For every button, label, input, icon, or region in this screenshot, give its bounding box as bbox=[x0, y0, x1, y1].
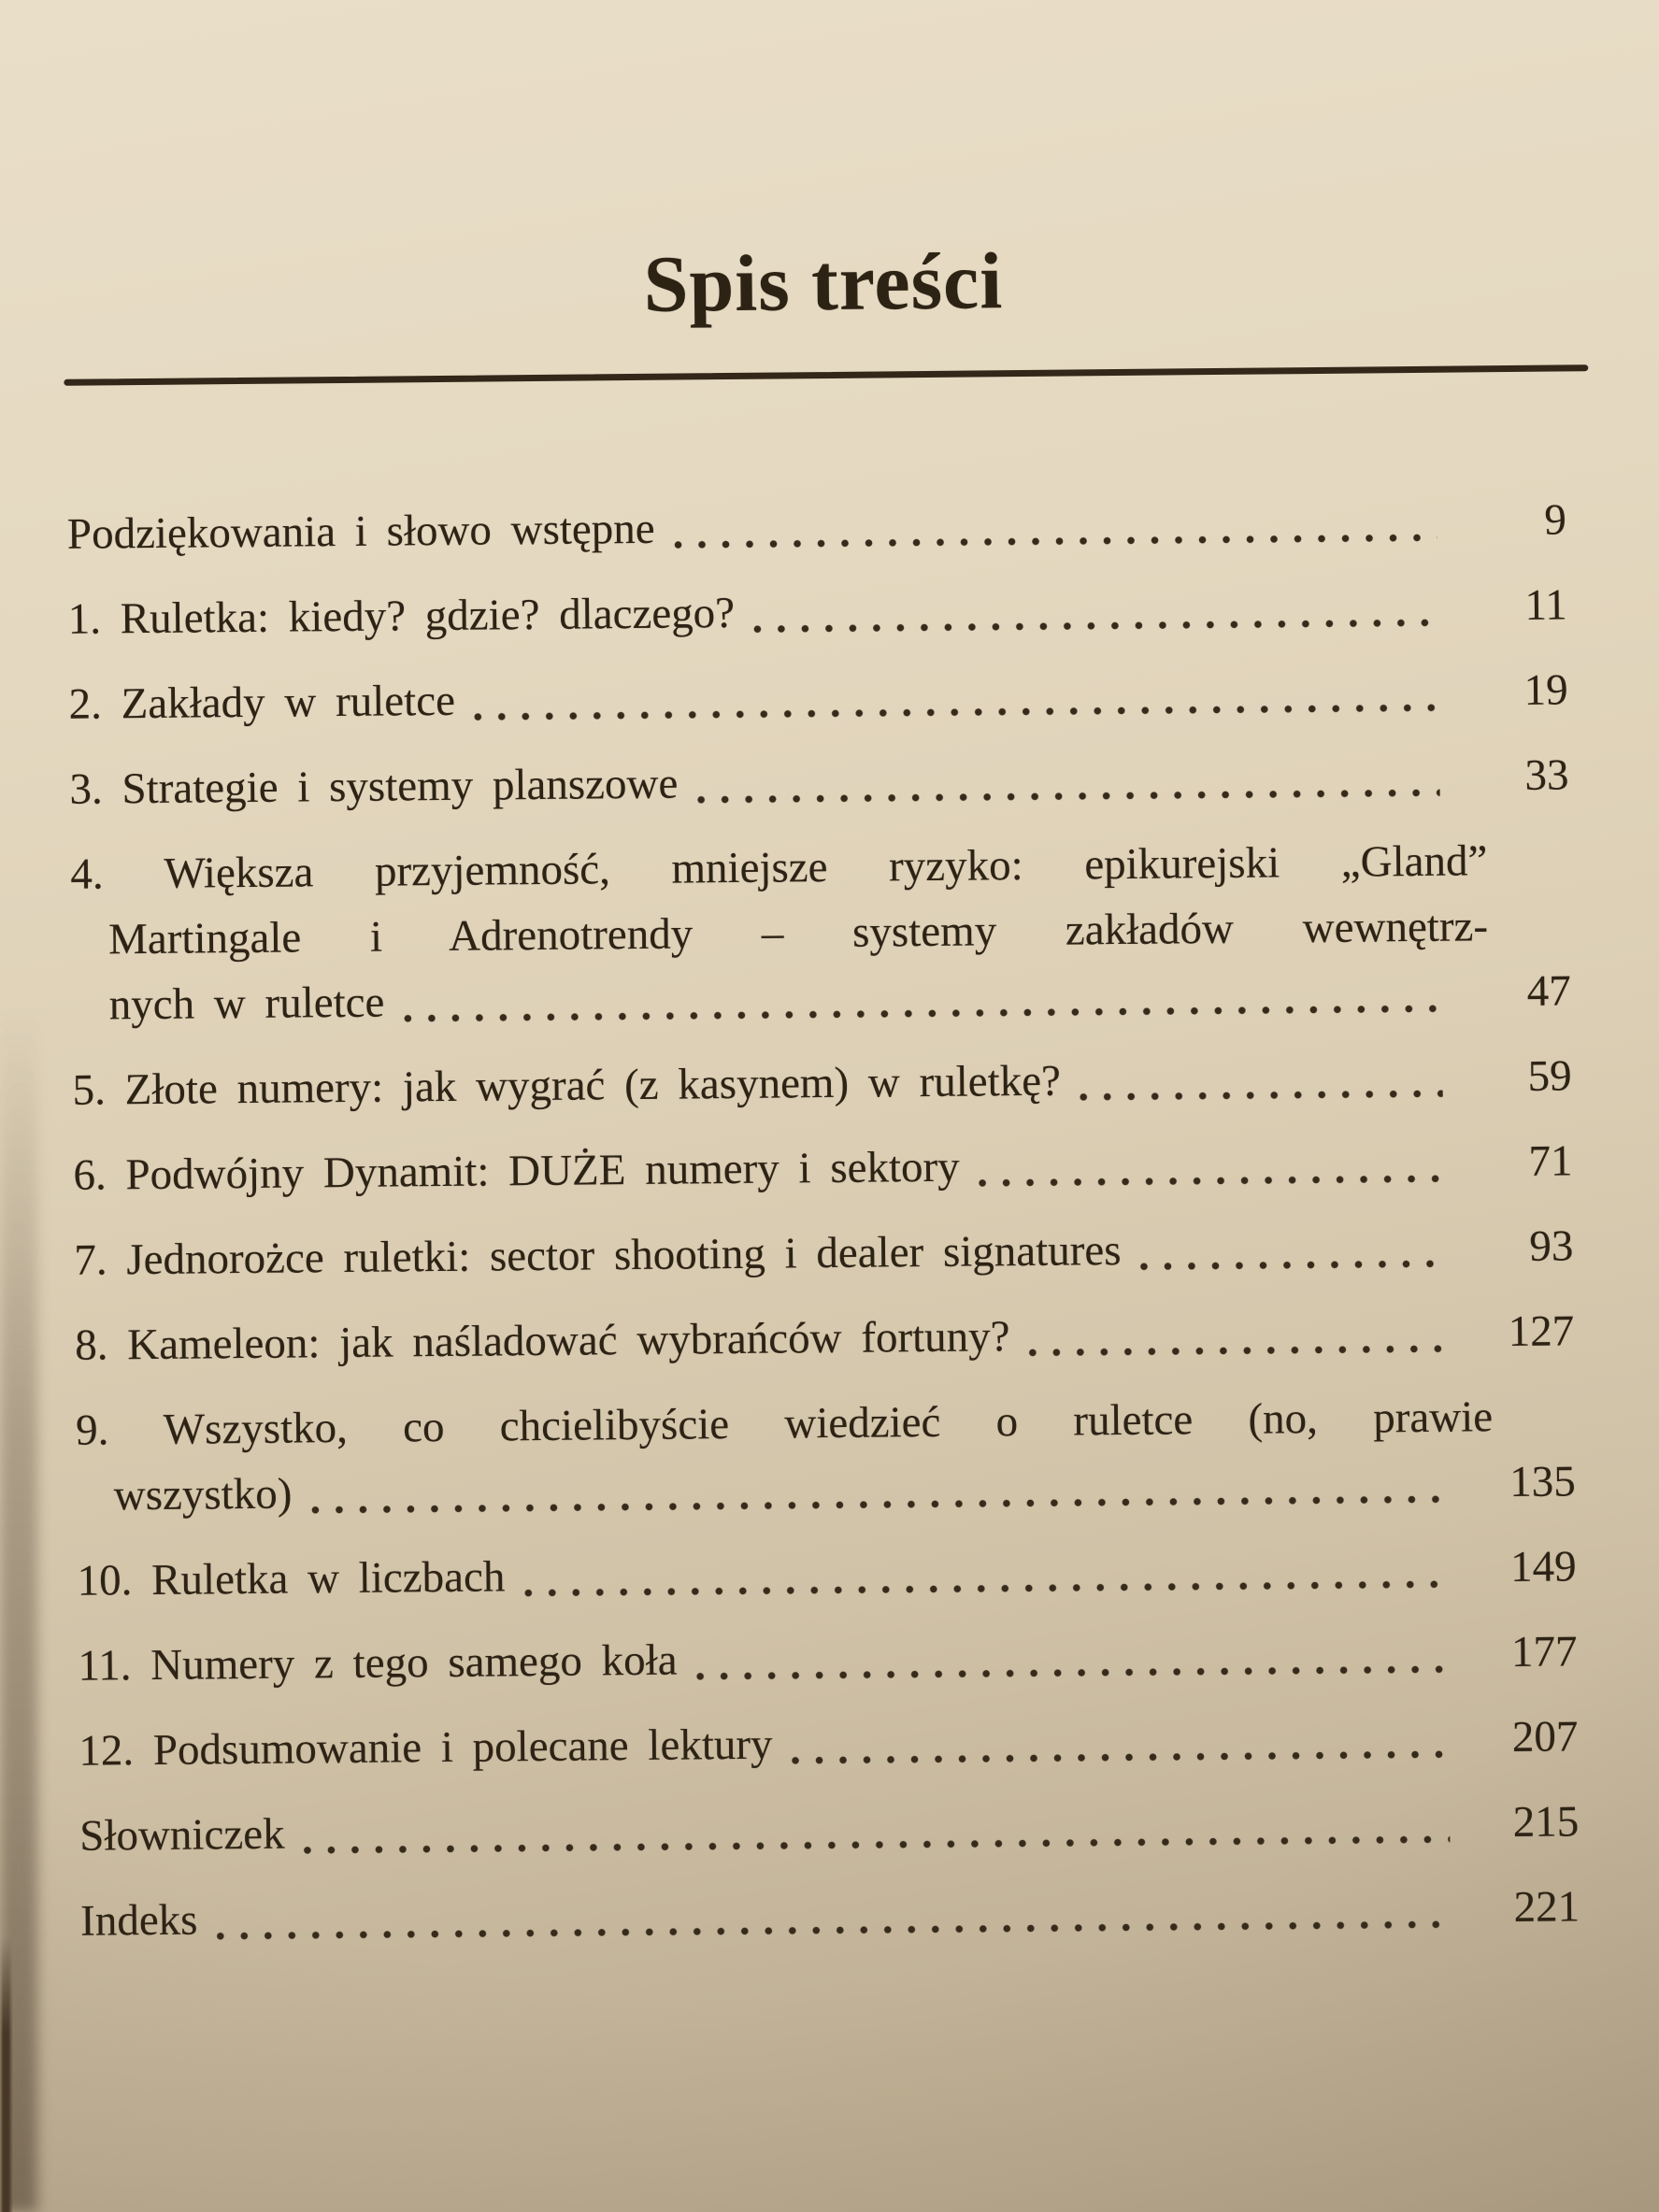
toc-entry-lastline bbox=[68, 657, 1568, 736]
toc-entry-text: 10. Ruletka w liczbach bbox=[77, 1552, 506, 1605]
toc-entry-lastline bbox=[69, 742, 1569, 821]
toc-entry bbox=[70, 827, 1571, 1037]
toc-entry-text: 11. Numery z tego samego koła bbox=[78, 1635, 678, 1691]
toc-entry bbox=[75, 1298, 1575, 1377]
toc-entry-lastline bbox=[67, 572, 1567, 651]
title-divider bbox=[64, 364, 1588, 386]
toc-entry bbox=[79, 1789, 1580, 1868]
toc-entry-lastline bbox=[79, 1704, 1579, 1783]
toc-entry-text: Podziękowania i słowo wstępne bbox=[66, 504, 655, 559]
toc-entry-text: 7. Jednorożce ruletki: sector shooting i dealer signatures bbox=[74, 1225, 1122, 1285]
toc-entry bbox=[73, 1128, 1573, 1207]
toc-entry bbox=[74, 1213, 1574, 1292]
toc-entry bbox=[78, 1619, 1578, 1698]
toc-entry bbox=[69, 742, 1569, 821]
toc-entry-text: 2. Zakłady w ruletce bbox=[68, 676, 456, 729]
page-number: 11 bbox=[1524, 580, 1567, 630]
page-number: 9 bbox=[1544, 495, 1567, 545]
toc-entry-lastline bbox=[78, 1619, 1578, 1698]
toc-entry bbox=[80, 1874, 1580, 1953]
toc-entry-line: 9. Wszystko, co chcielibyście wiedzieć o ruletce (no, prawie bbox=[75, 1392, 1494, 1455]
page-number: 59 bbox=[1527, 1051, 1572, 1101]
toc-entry-lastline bbox=[71, 958, 1571, 1037]
page-number: 71 bbox=[1528, 1136, 1573, 1186]
toc-entry-text: wszystko) bbox=[113, 1469, 293, 1520]
dot-leader bbox=[217, 1920, 1452, 1941]
page-number: 33 bbox=[1524, 750, 1569, 800]
toc-entry-lastline bbox=[67, 487, 1567, 566]
dot-leader bbox=[404, 1005, 1442, 1023]
toc-entry-line: 4. Większa przyjemność, mniejsze ryzyko: epikurejski „Gland” bbox=[70, 836, 1488, 899]
page-number: 127 bbox=[1508, 1306, 1575, 1356]
toc-entry-lastline bbox=[75, 1298, 1575, 1377]
page-number: 47 bbox=[1526, 966, 1571, 1016]
toc-entry-lastline bbox=[72, 1043, 1572, 1122]
page-number: 215 bbox=[1512, 1797, 1580, 1847]
dot-leader bbox=[792, 1750, 1450, 1765]
page-title: Spis treści bbox=[643, 235, 1004, 329]
dot-leader bbox=[1080, 1090, 1443, 1102]
toc-entry-lastline bbox=[73, 1128, 1573, 1207]
page-number: 149 bbox=[1509, 1542, 1577, 1591]
dot-leader bbox=[523, 1580, 1447, 1597]
toc-entry-lastline bbox=[79, 1789, 1580, 1868]
dot-leader bbox=[304, 1835, 1451, 1855]
toc-entry-lastline bbox=[80, 1874, 1580, 1953]
toc-entry-line: Martingale i Adrenotrendy – systemy zakładów wewnętrz- bbox=[107, 902, 1489, 964]
dot-leader bbox=[674, 534, 1437, 549]
toc-entry-text: nych w ruletce bbox=[108, 978, 385, 1030]
dot-leader bbox=[1029, 1345, 1446, 1357]
page-number: 19 bbox=[1523, 665, 1568, 715]
toc-entry-text: 5. Złote numery: jak wygrać (z kasynem) w ruletkę? bbox=[72, 1056, 1062, 1115]
page-number: 221 bbox=[1513, 1882, 1580, 1932]
dot-leader bbox=[1140, 1260, 1445, 1271]
toc-entry-text: 6. Podwójny Dynamit: DUŻE numery i sektory bbox=[73, 1142, 960, 1200]
toc-entry-text: 8. Kameleon: jak naśladować wybrańców fortuny? bbox=[74, 1312, 1010, 1370]
page-number: 207 bbox=[1511, 1712, 1579, 1762]
toc-entry bbox=[68, 657, 1568, 736]
toc-entry-text: 1. Ruletka: kiedy? gdzie? dlaczego? bbox=[67, 588, 736, 644]
dot-leader bbox=[474, 704, 1439, 721]
dot-leader bbox=[310, 1495, 1446, 1515]
dot-leader bbox=[696, 789, 1439, 805]
toc-entry bbox=[67, 487, 1567, 566]
toc-entry bbox=[72, 1043, 1572, 1122]
toc-entry bbox=[77, 1534, 1577, 1613]
toc-entry-lastline bbox=[77, 1534, 1577, 1613]
page-number: 135 bbox=[1509, 1457, 1576, 1506]
toc-entry bbox=[76, 1383, 1576, 1528]
toc-entry-text: 3. Strategie i systemy planszowe bbox=[69, 759, 679, 814]
toc-entry-text: Indeks bbox=[79, 1895, 198, 1946]
page-number: 93 bbox=[1529, 1221, 1574, 1271]
page-number: 177 bbox=[1510, 1627, 1578, 1677]
toc-entry bbox=[67, 572, 1567, 651]
toc-entry-text: Słowniczek bbox=[79, 1809, 285, 1861]
dot-leader bbox=[979, 1175, 1444, 1188]
dot-leader bbox=[696, 1665, 1449, 1681]
toc-entry-lastline bbox=[74, 1213, 1574, 1292]
dot-leader bbox=[753, 619, 1438, 634]
toc-entry bbox=[79, 1704, 1579, 1783]
toc-list bbox=[67, 487, 1580, 1953]
toc-entry-text: 12. Podsumowanie i polecane lektury bbox=[79, 1720, 773, 1776]
